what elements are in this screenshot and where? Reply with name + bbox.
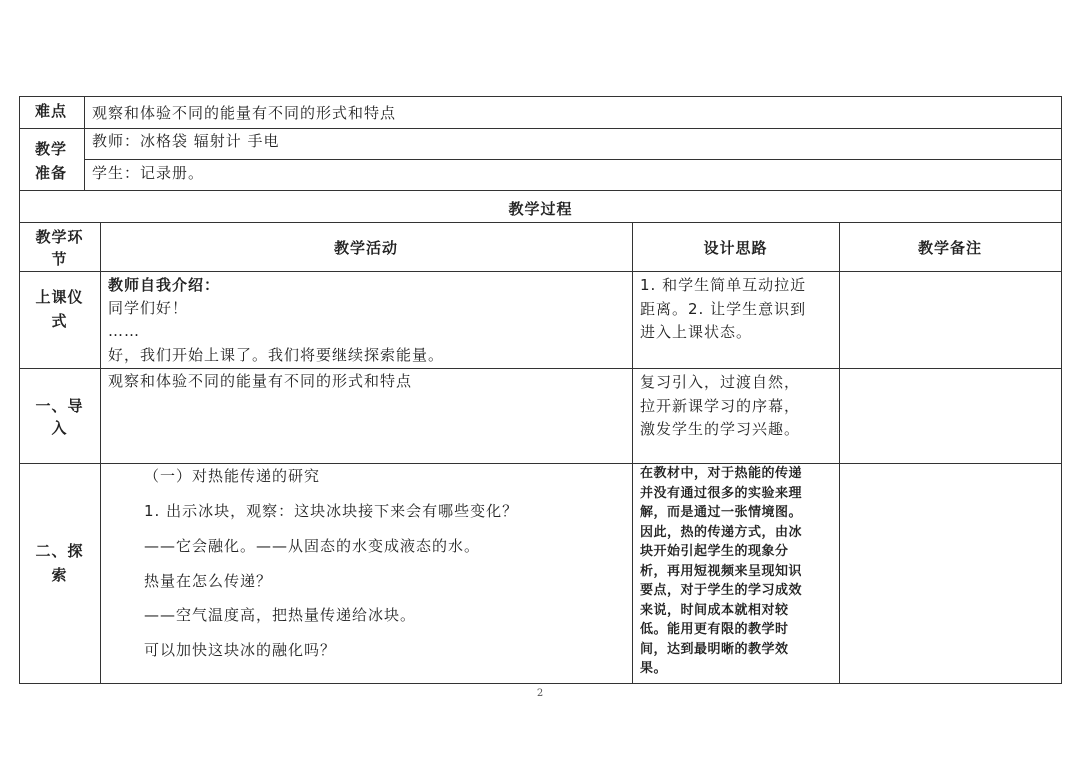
design-line: 块开始引起学生的现象分 — [640, 544, 789, 559]
stage-label-line1: 二、探 — [35, 542, 84, 560]
table-border-left — [19, 96, 20, 684]
activity-line: ——它会融化。——从固态的水变成液态的水。 — [144, 537, 481, 555]
activity-line: ——空气温度高，把热量传递给冰块。 — [144, 606, 417, 624]
stage-label-line2: 入 — [51, 419, 68, 437]
design-line: 在教材中，对于热能的传递 — [640, 466, 803, 481]
header-design: 设计思路 — [703, 239, 768, 257]
design-line: 进入上课状态。 — [640, 323, 753, 341]
page-number: 2 — [536, 688, 544, 699]
stage-label-line2: 式 — [51, 312, 68, 330]
design-line: 析，再用短视频来呈现知识 — [640, 564, 803, 579]
column-divider — [100, 222, 101, 684]
row-divider — [19, 190, 1062, 191]
preparation-teacher: 教师：冰格袋 辐射计 手电 — [92, 132, 280, 150]
column-divider — [84, 96, 85, 191]
design-line: 要点，对于学生的学习成效 — [640, 583, 803, 598]
design-line: 并没有通过很多的实验来理 — [640, 486, 803, 501]
row-divider — [19, 368, 1062, 369]
design-line: 因此，热的传递方式，由冰 — [640, 525, 803, 540]
preparation-student: 学生：记录册。 — [92, 164, 205, 182]
activity-line: 同学们好！ — [108, 299, 189, 317]
stage-label-line2: 索 — [51, 566, 68, 584]
column-divider — [632, 222, 633, 684]
design-line: 距离。2. 让学生意识到 — [640, 300, 807, 318]
activity-line: 教师自我介绍： — [108, 276, 221, 294]
row-divider — [19, 271, 1062, 272]
header-activity: 教学活动 — [333, 239, 398, 257]
activity-line: 好，我们开始上课了。我们将要继续探索能量。 — [108, 346, 445, 364]
design-line: 解，而是通过一张情境图。 — [640, 505, 803, 520]
row-divider — [84, 159, 1062, 160]
activity-line: （一）对热能传递的研究 — [144, 467, 321, 485]
row-divider — [19, 128, 1062, 129]
process-title: 教学过程 — [508, 200, 573, 218]
design-line: 1. 和学生简单互动拉近 — [640, 276, 807, 294]
design-line: 来说，时间成本就相对较 — [640, 603, 789, 618]
column-divider — [839, 222, 840, 684]
header-notes: 教学备注 — [917, 239, 982, 257]
preparation-label-line1: 教学 — [35, 140, 68, 158]
header-stage-line2: 节 — [51, 250, 68, 268]
difficulty-content: 观察和体验不同的能量有不同的形式和特点 — [92, 104, 397, 122]
header-stage-line1: 教学环 — [35, 228, 84, 246]
activity-line: 可以加快这块冰的融化吗？ — [144, 641, 337, 659]
design-line: 果。 — [640, 661, 668, 676]
stage-label-line1: 一、导 — [35, 397, 84, 415]
design-line: 复习引入，过渡自然， — [640, 373, 801, 391]
preparation-label-line2: 准备 — [35, 164, 68, 182]
design-line: 低。能用更有限的教学时 — [640, 622, 789, 637]
table-border-right — [1061, 96, 1062, 684]
design-line: 间，达到最明晰的教学效 — [640, 642, 789, 657]
design-line: 激发学生的学习兴趣。 — [640, 420, 801, 438]
table-border-top — [19, 96, 1062, 97]
design-line: 拉开新课学习的序幕， — [640, 397, 801, 415]
activity-line: 1. 出示冰块，观察：这块冰块接下来会有哪些变化？ — [144, 502, 519, 520]
table-border-bottom — [19, 683, 1062, 684]
row-divider — [19, 222, 1062, 223]
activity-line: …… — [108, 322, 140, 340]
stage-label-line1: 上课仪 — [35, 288, 84, 306]
activity-line: 热量在怎么传递？ — [144, 572, 273, 590]
activity-line: 观察和体验不同的能量有不同的形式和特点 — [108, 372, 413, 390]
row-divider — [19, 463, 1062, 464]
difficulty-label: 难点 — [35, 102, 68, 120]
